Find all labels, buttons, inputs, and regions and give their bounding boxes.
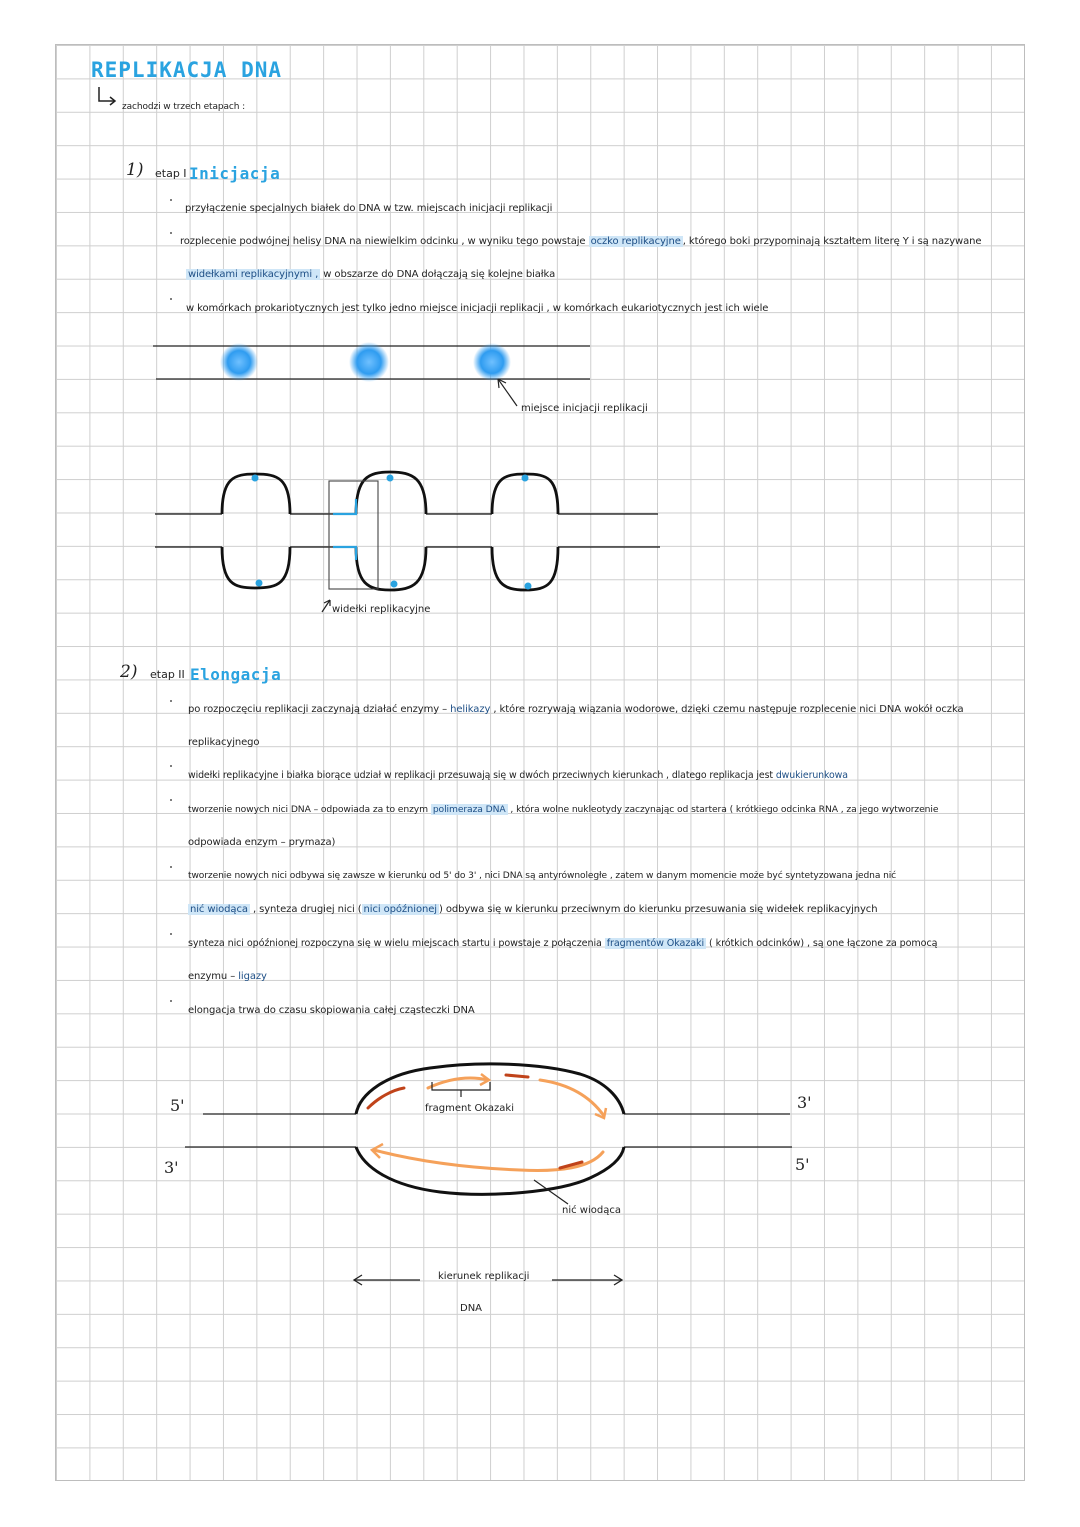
- stage2-b3b: , która wolne nukleotydy zaczynając od startera ( krótkiego odcinka RNA , za jego wytworzenie: [510, 804, 939, 815]
- term-polimeraza-dna: polimeraza DNA: [432, 804, 506, 815]
- stage2-b2a: widełki replikacyjne i białka biorące udział w replikacji przesuwają się w dwóch przeciwnych kierunkach , dlatego replikacja jest: [188, 770, 773, 781]
- bullet-dot: [170, 298, 172, 300]
- stage2-bullet-2: [188, 770, 848, 781]
- term-helikazy: helikazy: [450, 704, 491, 715]
- stage1-label: etap I: [155, 167, 187, 180]
- stage2-bullet-3: [188, 804, 938, 815]
- stage2-number: 2): [120, 662, 138, 682]
- end-label-right-bottom: 5': [795, 1155, 810, 1174]
- stage1-bullet-2a: rozplecenie podwójnej helisy DNA na niewielkim odcinku , w wyniku tego powstaje: [180, 236, 586, 247]
- end-label-left-bottom: 3': [164, 1158, 179, 1177]
- stage1-bullet-2-cont: [186, 269, 555, 280]
- stage2-b4b: , synteza drugiej nici (: [252, 904, 362, 915]
- stage1-bullet-1: przyłączenie specjalnych białek do DNA w tzw. miejscach inicjacji replikacji: [185, 203, 553, 214]
- stage2-title: Elongacja: [190, 665, 282, 684]
- replication-direction-label: kierunek replikacji: [438, 1271, 530, 1282]
- bullet-dot: [170, 199, 172, 201]
- grid-paper: [55, 44, 1025, 1481]
- stage2-b1a: po rozpoczęciu replikacji zaczynają działać enzymy –: [188, 704, 448, 715]
- initiation-site-label: miejsce inicjacji replikacji: [521, 403, 648, 414]
- bullet-dot: [170, 1000, 172, 1002]
- end-label-right-top: 3': [797, 1093, 812, 1112]
- stage2-b1b: , które rozrywają wiązania wodorowe, dzięki czemu następuje rozplecenie nici DNA wokół oczka: [493, 704, 964, 715]
- bullet-dot: [170, 799, 172, 801]
- stage2-bullet-4-cont: [188, 904, 877, 915]
- term-fragmenty-okazaki: fragmentów Okazaki: [606, 938, 705, 949]
- stage1-title: Inicjacja: [189, 164, 281, 183]
- page-title: REPLIKACJA DNA: [91, 58, 283, 82]
- stage1-bullet-2c: w obszarze do DNA dołączają się kolejne białka: [323, 269, 556, 280]
- stage2-b5a: synteza nici opóźnionej rozpoczyna się w wielu miejscach startu i powstaje z połączenia: [188, 938, 602, 949]
- stage1-number: 1): [126, 160, 144, 180]
- stage2-b5c: enzymu –: [188, 971, 236, 982]
- intro-text: zachodzi w trzech etapach :: [122, 102, 246, 112]
- stage2-bullet-5: [188, 938, 937, 949]
- term-dwukierunkowa: dwukierunkowa: [775, 770, 848, 781]
- end-label-left-top: 5': [170, 1096, 185, 1115]
- stage1-bullet-3: w komórkach prokariotycznych jest tylko jedno miejsce inicjacji replikacji , w komórkach eukariotycznych jest ich wiele: [186, 303, 769, 314]
- okazaki-fragment-label: fragment Okazaki: [425, 1103, 514, 1114]
- term-widelki-replikacyjne: widełkami replikacyjnymi ,: [188, 269, 319, 280]
- term-nici-opoznionej: nici opóźnionej: [363, 904, 437, 915]
- bullet-dot: [170, 866, 172, 868]
- stage1-bullet-2b: , którego boki przypominają kształtem literę Y i są nazywane: [682, 236, 982, 247]
- bullet-dot: [170, 232, 172, 234]
- stage2-bullet-1: [188, 704, 964, 715]
- term-oczko-replikacyjne: oczko replikacyjne: [590, 236, 681, 247]
- bullet-dot: [170, 933, 172, 935]
- bullet-dot: [170, 765, 172, 767]
- term-ligazy: ligazy: [238, 971, 267, 982]
- bullet-dot: [170, 700, 172, 702]
- stage2-b5b: ( krótkich odcinków) , są one łączone za pomocą: [709, 938, 938, 949]
- stage2-bullet-4: tworzenie nowych nici odbywa się zawsze w kierunku od 5' do 3' , nici DNA są antyrównoległe , zatem w danym momencie może być syntetyzowana jedna nić: [188, 871, 897, 881]
- term-nic-wiodaca: nić wiodąca: [190, 904, 248, 915]
- stage2-bullet-1-cont: replikacyjnego: [188, 737, 260, 748]
- leading-strand-label: nić wiodąca: [562, 1205, 621, 1216]
- stage2-bullet-3-cont: odpowiada enzym – prymaza): [188, 837, 336, 848]
- stage2-bullet-5-cont: [188, 971, 267, 982]
- replication-direction-label-2: DNA: [460, 1303, 483, 1314]
- stage2-b3a: tworzenie nowych nici DNA – odpowiada za to enzym: [188, 804, 428, 815]
- stage2-label: etap II: [150, 668, 185, 681]
- stage2-bullet-6: elongacja trwa do czasu skopiowania całej cząsteczki DNA: [188, 1005, 475, 1016]
- replication-fork-label: widełki replikacyjne: [332, 604, 431, 615]
- stage1-bullet-2: [180, 236, 981, 247]
- stage2-b4c: ) odbywa się w kierunku przeciwnym do kierunku przesuwania się widełek replikacyjnych: [438, 904, 878, 915]
